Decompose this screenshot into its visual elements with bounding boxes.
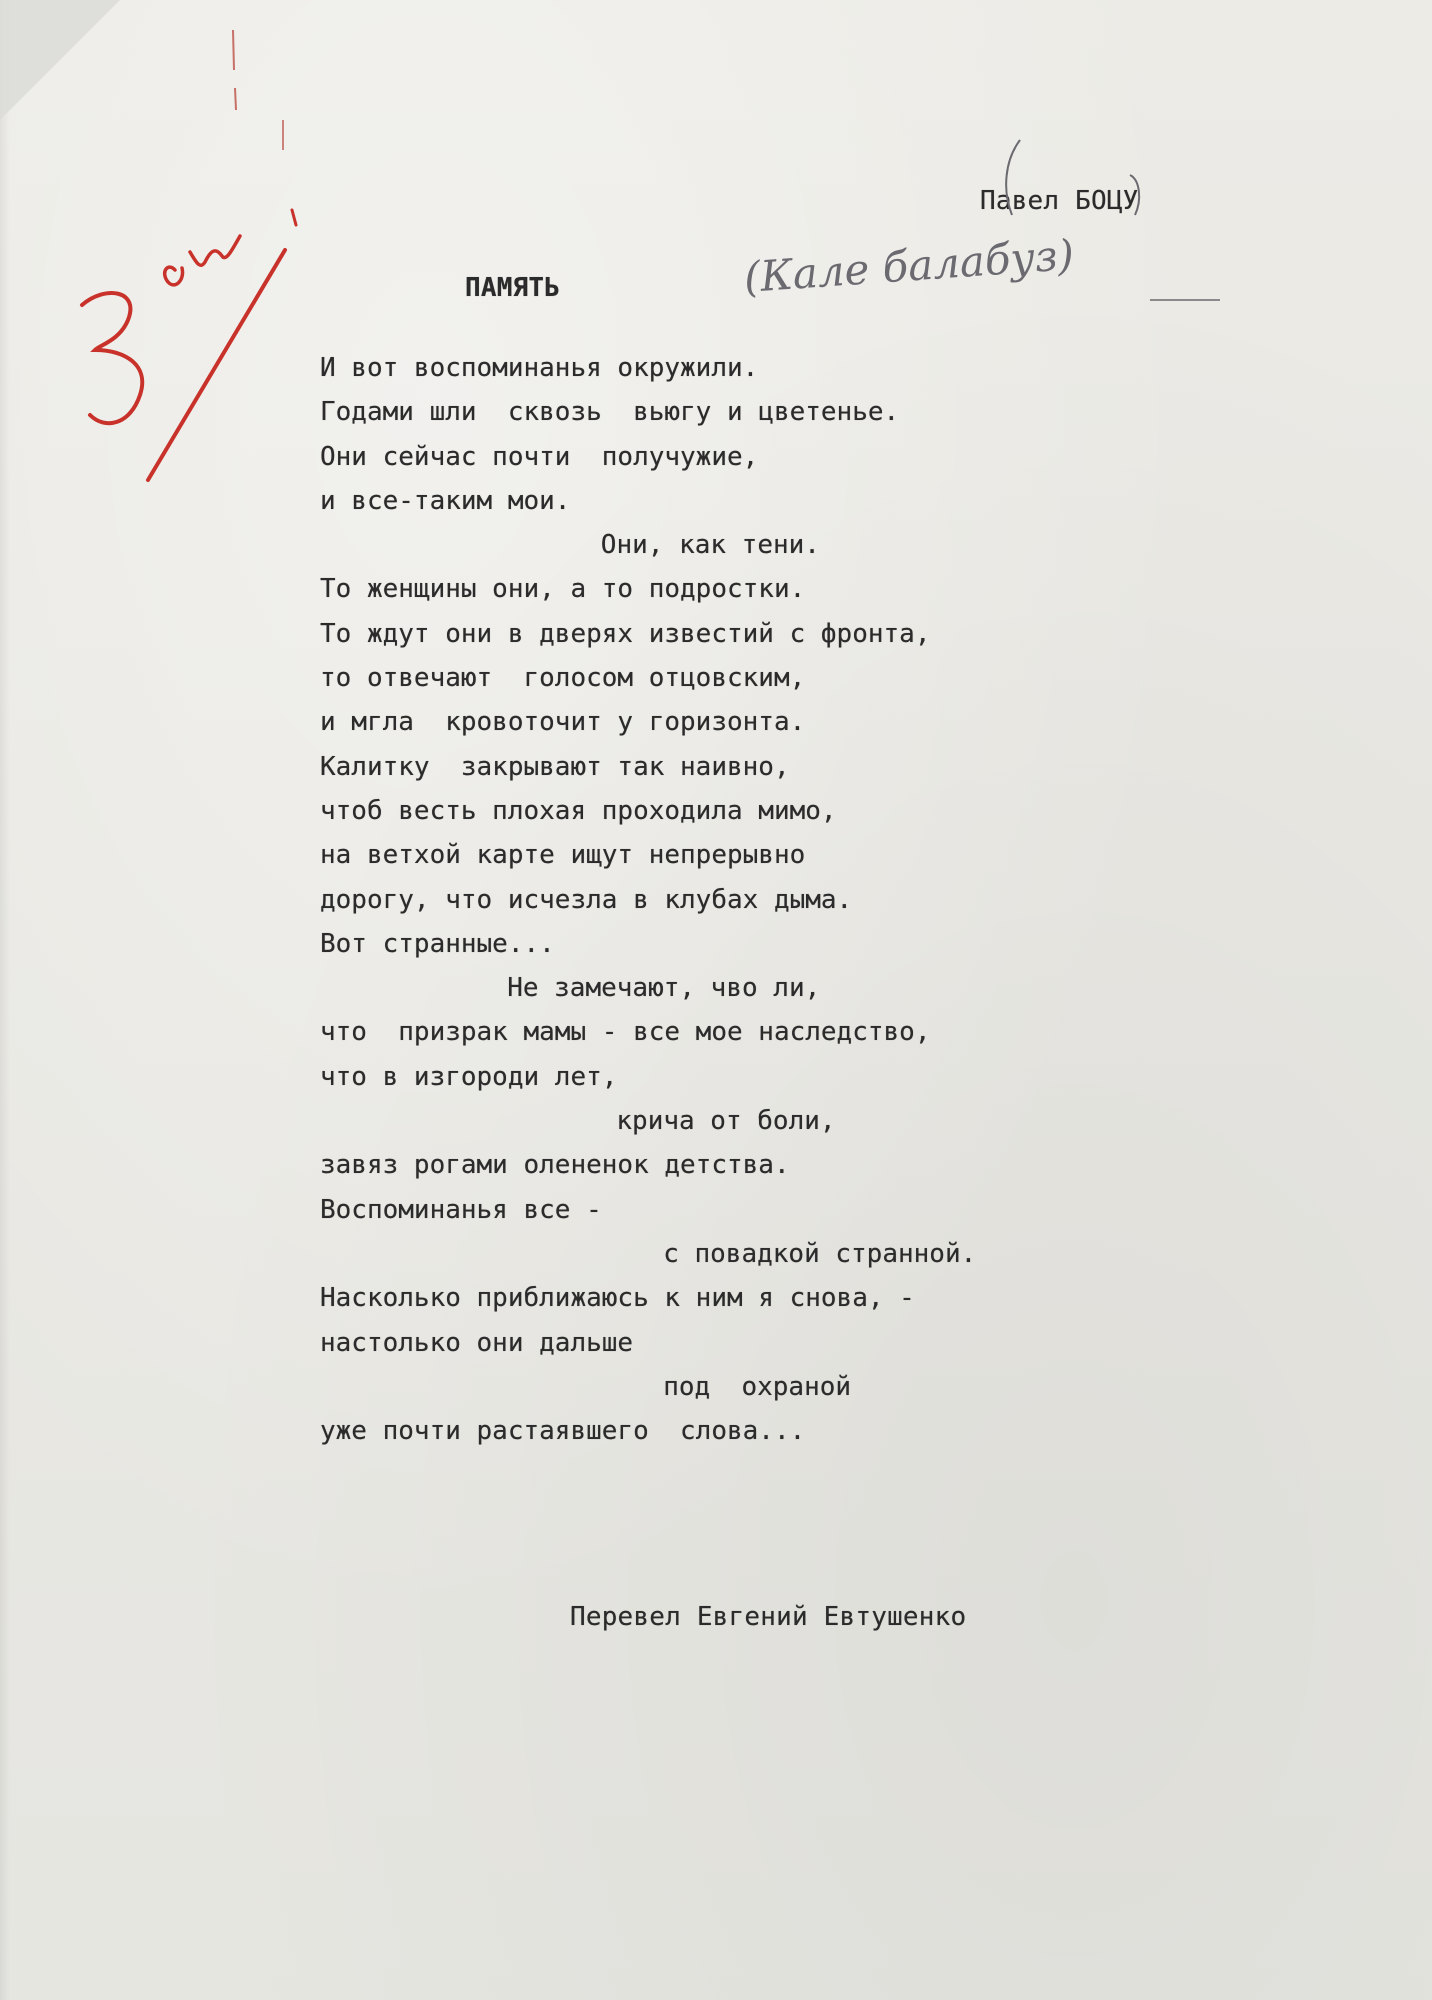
poem-line: на ветхой карте ищут непрерывно bbox=[320, 840, 806, 871]
poem-title: ПАМЯТЬ bbox=[465, 273, 561, 303]
poem-line: с повадкой странной. bbox=[663, 1238, 977, 1269]
poem-line: дорогу, что исчезла в клубах дыма. bbox=[320, 884, 853, 915]
poem-body bbox=[320, 346, 1220, 1453]
poem-line: Калитку закрывают так наивно, bbox=[320, 751, 790, 782]
poem-line: чтоб весть плохая проходила мимо, bbox=[320, 795, 837, 826]
poem-line: То ждут они в дверях известий с фронта, bbox=[320, 618, 931, 649]
poem-line: завяз рогами олененок детства. bbox=[320, 1150, 790, 1181]
poem-line: Воспоминанья все - bbox=[320, 1194, 602, 1225]
poem-line: То женщины они, а то подростки. bbox=[320, 574, 806, 605]
red-dot bbox=[292, 210, 296, 225]
red-edge-mark bbox=[233, 30, 236, 110]
paper-corner-fold bbox=[0, 0, 120, 120]
poem-line: Они, как тени. bbox=[600, 530, 820, 561]
red-number-three bbox=[82, 293, 142, 423]
poem-line: Не замечают, чво ли, bbox=[507, 973, 821, 1004]
poem-line: Они сейчас почти получужие, bbox=[320, 441, 759, 472]
poem-line: и мгла кровоточит у горизонта. bbox=[320, 707, 806, 738]
poem-line: то отвечают голосом отцовским, bbox=[320, 663, 806, 694]
poem-line: что в изгороди лет, bbox=[320, 1061, 618, 1092]
poem-line: Насколько приближаюсь к ним я снова, - bbox=[320, 1283, 915, 1314]
poem-line: Годами шли сквозь вьюгу и цветенье. bbox=[320, 397, 900, 428]
red-diagonal-slash bbox=[148, 250, 285, 480]
poem-line: уже почти растаявшего слова... bbox=[320, 1416, 806, 1447]
poem-line: и все-таким мои. bbox=[320, 485, 571, 516]
poem-line: настолько они дальше bbox=[320, 1327, 634, 1358]
page-shadow-edge bbox=[0, 0, 10, 2000]
poem-line: что призрак мамы - все мое наследство, bbox=[320, 1017, 931, 1048]
translator-credit: Перевел Евгений Евтушенко bbox=[570, 1602, 967, 1632]
poem-line: крича от боли, bbox=[616, 1106, 836, 1137]
author-name: Павел БОЦУ bbox=[980, 186, 1139, 216]
pencil-note: (Кале балабуз) bbox=[742, 230, 1076, 302]
poem-line: под охраной bbox=[663, 1371, 852, 1402]
poem-line: Вот странные... bbox=[320, 928, 555, 959]
poem-line: И вот воспоминанья окружили. bbox=[320, 353, 759, 383]
red-text-scribble bbox=[165, 236, 240, 285]
